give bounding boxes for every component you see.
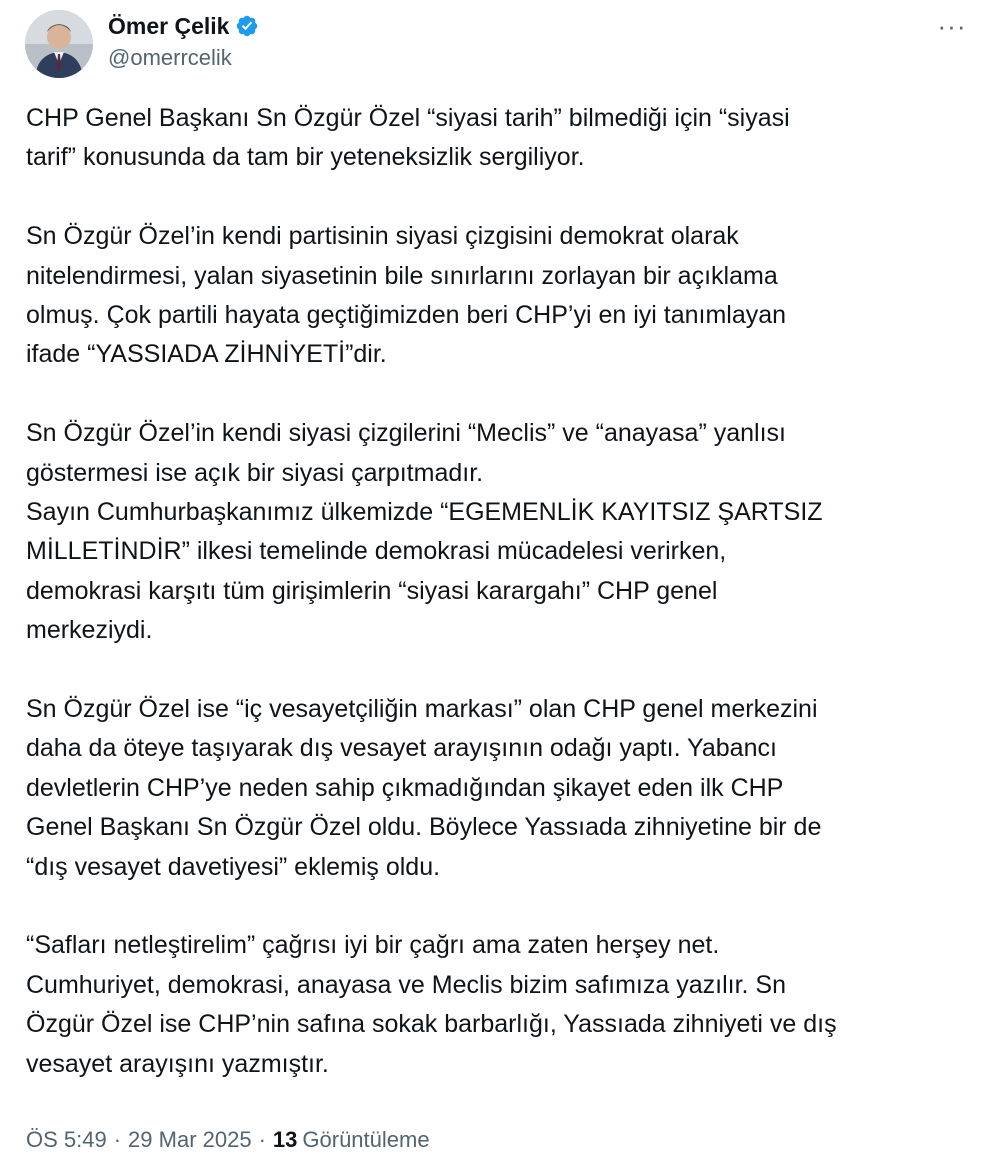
avatar[interactable]	[25, 10, 93, 78]
views-label: Görüntüleme	[302, 1127, 430, 1152]
user-handle[interactable]: @omerrcelik	[108, 45, 232, 70]
tweet-paragraph-2: Sn Özgür Özel’in kendi partisinin siyasi çizgisini demokrat olarak nitelendirmesi, yalan siyasetinin bile sınırlarını zorlayan bir açıklama olmuş. Çok partili hayata geçtiğimizden beri CHP’yi en iyi tanımlayan ifade “YASSIADA ZİHNİYETİ”dir.	[26, 222, 787, 369]
meta-separator: ·	[113, 1127, 122, 1152]
avatar-photo	[25, 10, 93, 78]
tweet-text	[26, 99, 976, 1084]
more-options-icon[interactable]: ···	[937, 10, 967, 41]
views-count: 13	[272, 1127, 298, 1152]
tweet-paragraph-5: “Safları netleştirelim” çağrısı iyi bir çağrı ama zaten herşey net. Cumhuriyet, demokrasi, anayasa ve Meclis bizim safımıza yazılır. Sn Özgür Özel ise CHP’nin safına sokak barbarlığı, Yassıada zihniyeti ve dış vesayet arayışını yazmıştır.	[26, 931, 837, 1078]
meta-separator: ·	[258, 1127, 266, 1152]
tweet-meta	[26, 1124, 430, 1156]
tweet-paragraph-4: Sn Özgür Özel ise “iç vesayetçiliğin markası” olan CHP genel merkezini daha da öteye taşıyarak dış vesayet arayışının odağı yaptı. Yabancı devletlerin CHP’ye neden sahip çıkmadığından şikayet eden ilk CHP Genel Başkanı Sn Özgür Özel oldu. Böylece Yassıada zihniyetine bir de “dış vesayet davetiyesi” eklemiş oldu.	[26, 695, 822, 881]
display-name[interactable]: Ömer Çelik	[108, 12, 230, 39]
tweet-date[interactable]: 29 Mar 2025	[128, 1127, 252, 1152]
tweet-time[interactable]: ÖS 5:49	[26, 1127, 107, 1152]
author-block	[108, 10, 259, 71]
tweet-paragraph-3: Sn Özgür Özel’in kendi siyasi çizgilerini “Meclis” ve “anayasa” yanlısı göstermesi ise açık bir siyasi çarpıtmadır. Sayın Cumhurbaşkanımız ülkemizde “EGEMENLİK KAYITSIZ ŞARTSIZ MİLLETİNDİR” ilkesi temelinde demokrasi mücadelesi verirken, demokrasi karşıtı tüm girişimlerin “siyasi karargahı” CHP genel merkeziydi.	[26, 419, 823, 645]
verified-badge-icon[interactable]	[235, 14, 259, 38]
tweet-paragraph-1: CHP Genel Başkanı Sn Özgür Özel “siyasi tarih” bilmediği için “siyasi tarif” konusunda da tam bir yeteneksizlik sergiliyor.	[26, 104, 790, 172]
name-row	[108, 10, 259, 42]
